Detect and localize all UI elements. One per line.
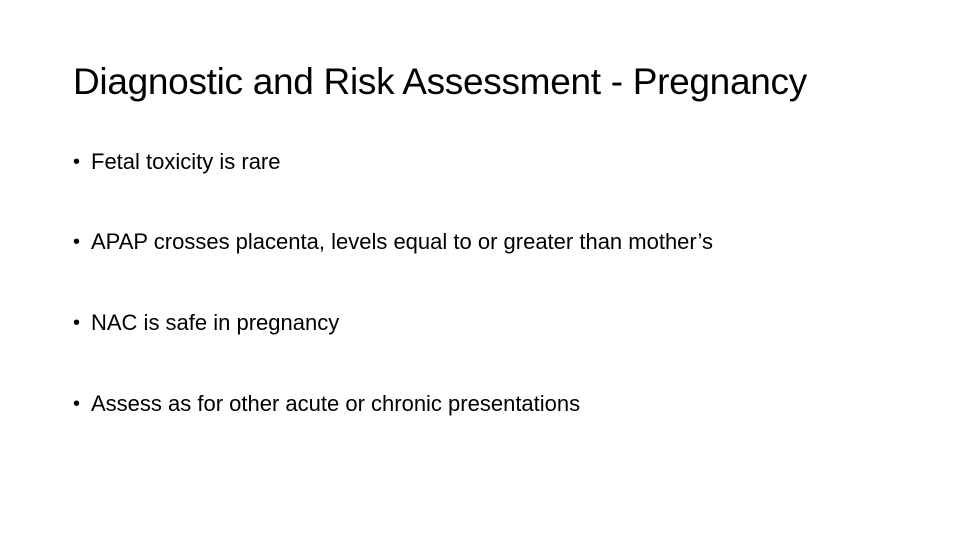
- slide-title: Diagnostic and Risk Assessment - Pregnancy: [73, 61, 807, 102]
- bullet-item: [73, 389, 580, 419]
- bullet-text: NAC is safe in pregnancy: [91, 310, 340, 335]
- bullet-icon: •: [73, 231, 81, 253]
- bullet-text: Fetal toxicity is rare: [91, 149, 281, 174]
- bullet-icon: •: [73, 151, 81, 173]
- bullet-text: APAP crosses placenta, levels equal to or greater than mother’s: [91, 229, 714, 254]
- bullet-icon: •: [73, 393, 81, 415]
- bullet-item: [73, 227, 713, 257]
- bullet-item: [73, 308, 339, 338]
- bullet-text: Assess as for other acute or chronic presentations: [91, 391, 581, 416]
- bullet-icon: •: [73, 312, 81, 334]
- bullet-item: [73, 147, 281, 177]
